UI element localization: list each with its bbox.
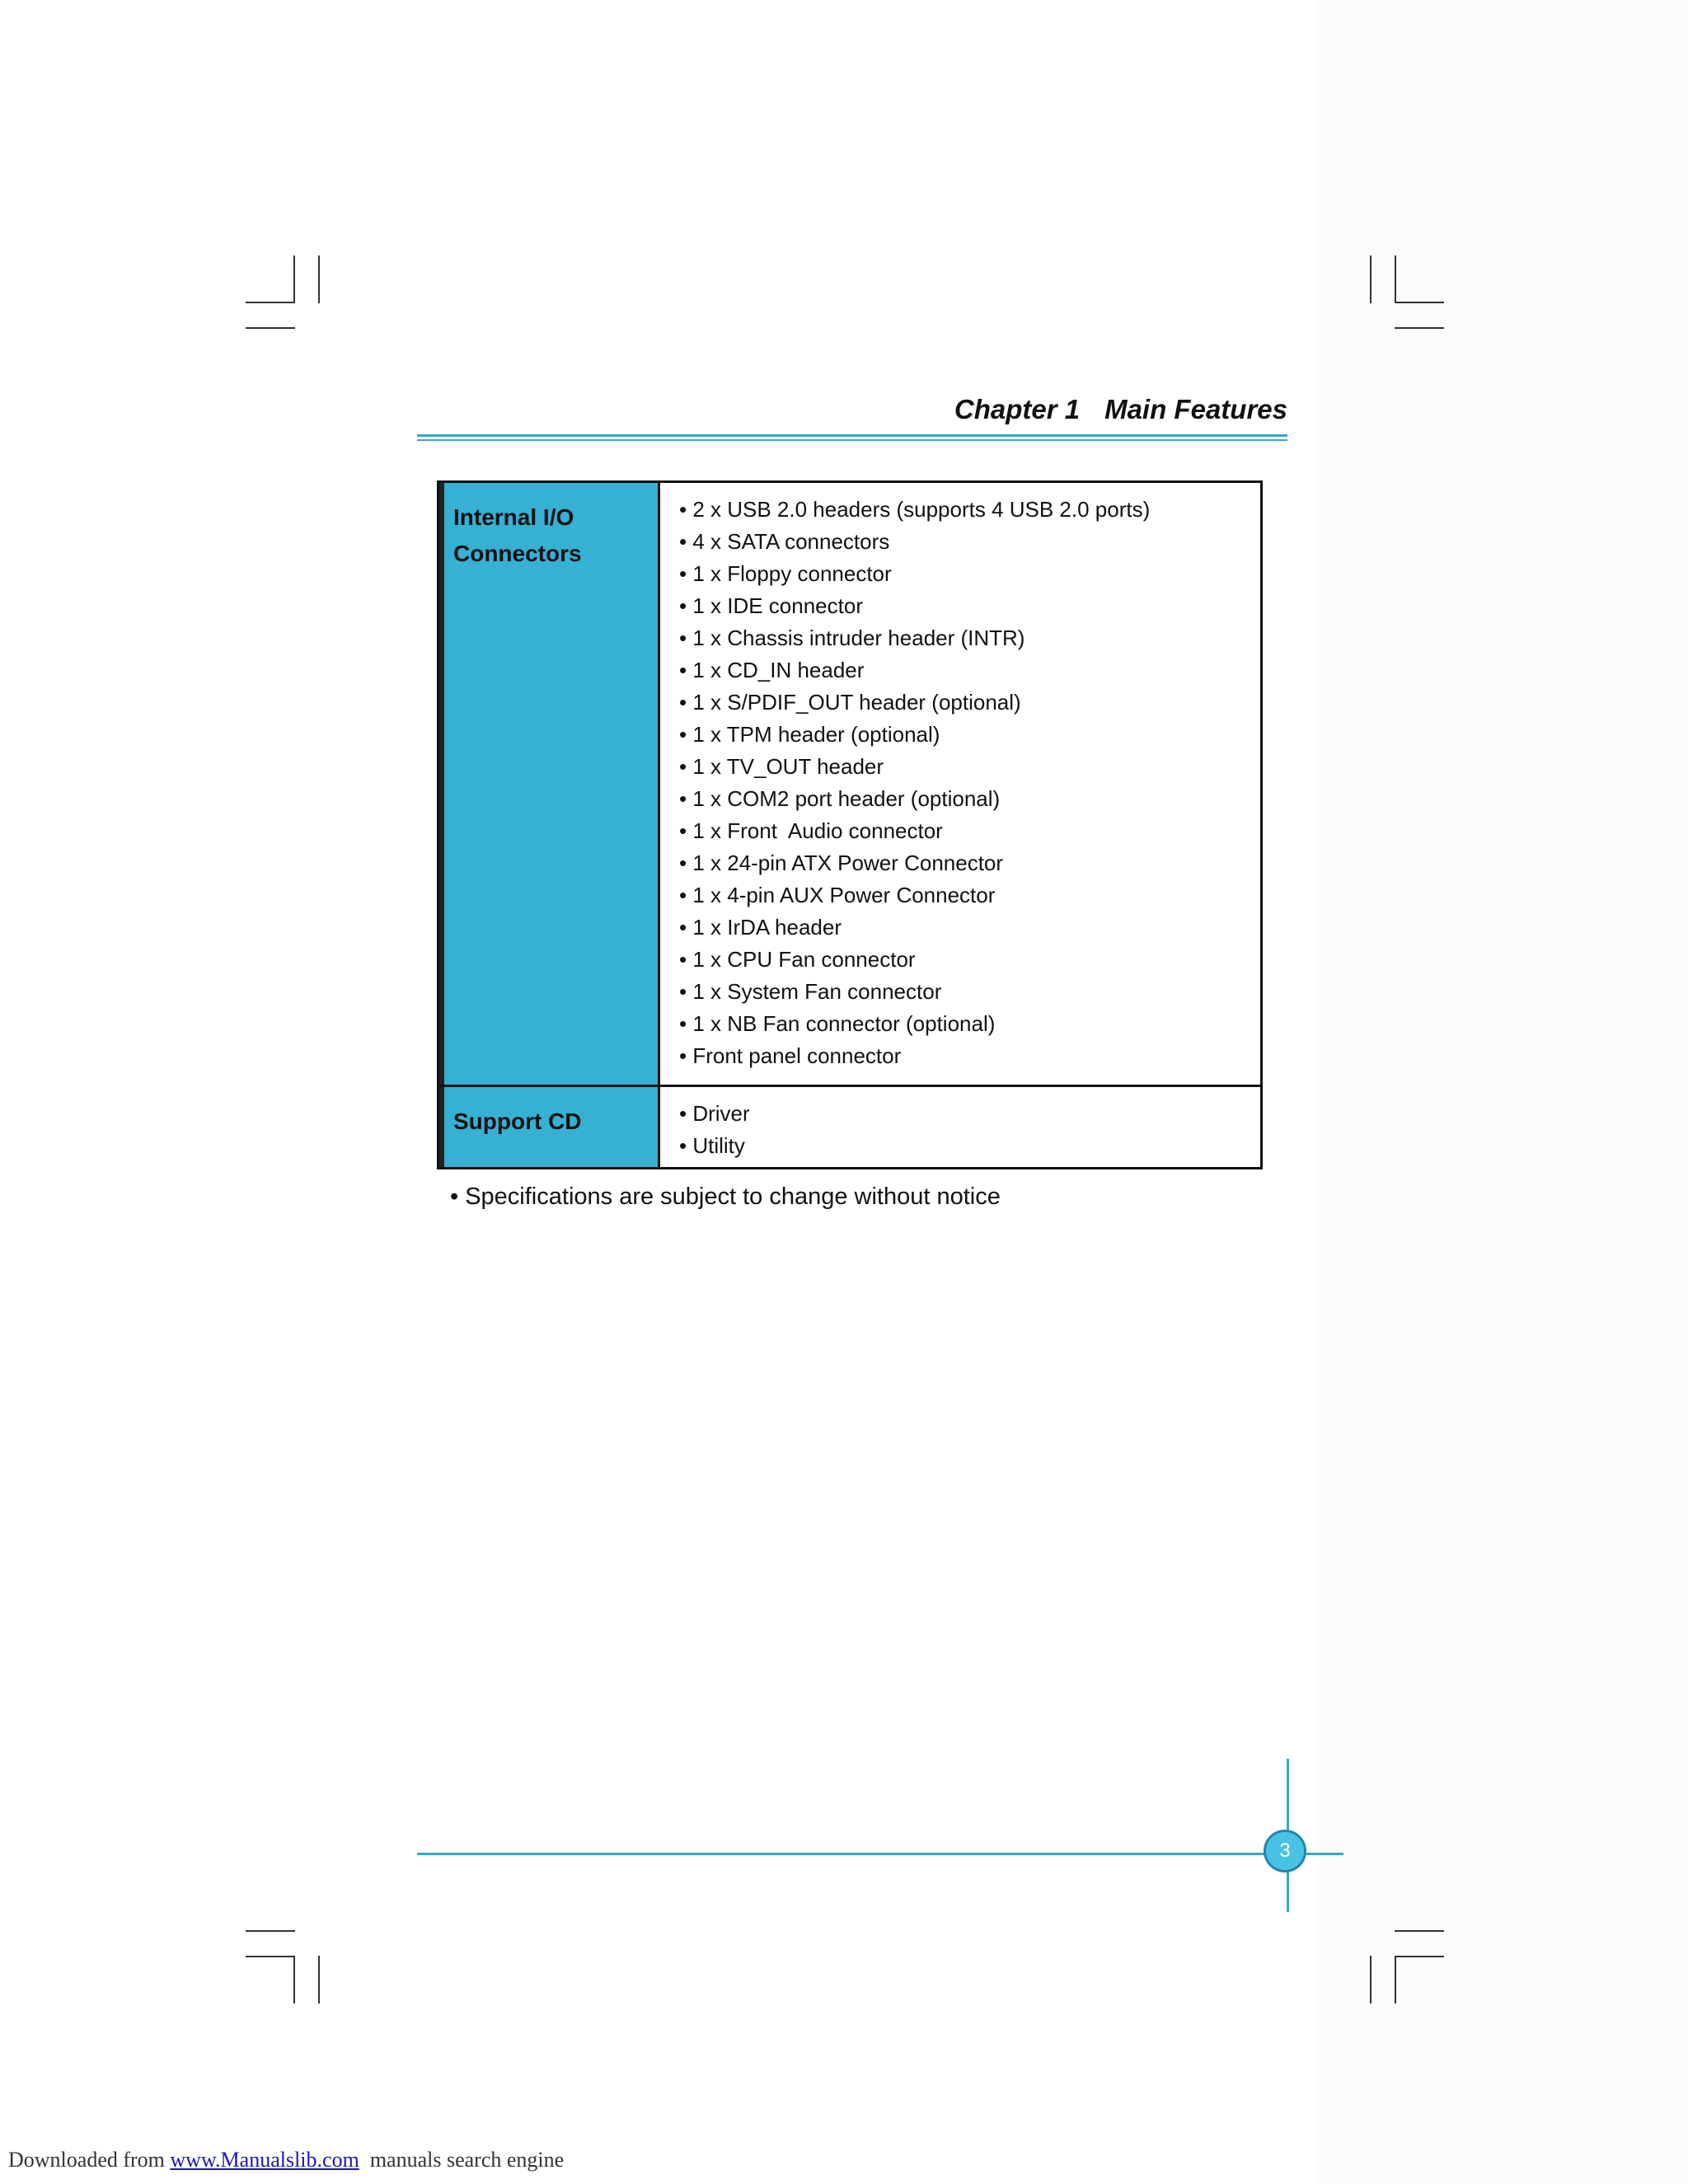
row-label	[439, 483, 660, 1085]
download-footer	[8, 2148, 564, 2172]
list-item: • 1 x Floppy connector	[679, 561, 892, 586]
list-item: • 1 x S/PDIF_OUT header (optional)	[679, 690, 1021, 715]
list-item: • 1 x NB Fan connector (optional)	[679, 1011, 996, 1036]
list-item: • 1 x System Fan connector	[679, 979, 942, 1004]
crop-mark	[1370, 1956, 1372, 2004]
manualslib-link[interactable]: www.Manualslib.com	[170, 2148, 359, 2172]
crop-mark	[1395, 255, 1396, 303]
crop-mark	[318, 255, 320, 303]
list-item: • 1 x IrDA header	[679, 915, 842, 940]
list-item: • 1 x COM2 port header (optional)	[679, 786, 1001, 811]
list-item: • 1 x 4-pin AUX Power Connector	[679, 883, 996, 907]
list-item: • 1 x TV_OUT header	[679, 754, 884, 779]
crop-mark	[318, 1956, 320, 2004]
crop-mark	[1395, 302, 1444, 303]
spec-note: • Specifications are subject to change without notice	[450, 1183, 1001, 1210]
list-item: • Front panel connector	[679, 1043, 902, 1068]
footer-rule	[417, 1853, 1343, 1855]
crop-mark	[246, 1956, 295, 1957]
download-suffix: manuals search engine	[359, 2148, 565, 2172]
crop-mark	[1395, 1956, 1396, 2004]
list-item: • 1 x 24-pin ATX Power Connector	[679, 851, 1004, 875]
list-item: • Driver	[679, 1101, 750, 1126]
crop-mark	[1370, 255, 1372, 303]
download-prefix: Downloaded from	[8, 2148, 171, 2172]
header-rule-thin	[417, 439, 1287, 441]
row-label-line: Connectors	[453, 541, 582, 566]
row-label	[439, 1087, 660, 1167]
crop-mark	[1395, 1930, 1444, 1932]
item-list	[660, 483, 1260, 1085]
list-item: • 2 x USB 2.0 headers (supports 4 USB 2.0 ports)	[679, 497, 1151, 522]
crop-mark	[1395, 327, 1444, 329]
table-row	[439, 1085, 1260, 1167]
crop-mark	[293, 255, 295, 303]
list-item: • 1 x IDE connector	[679, 593, 863, 618]
item-list	[660, 1087, 1260, 1167]
crop-mark	[246, 327, 295, 329]
list-item: • 1 x CD_IN header	[679, 658, 865, 682]
list-item: • 1 x TPM header (optional)	[679, 722, 940, 747]
crop-mark	[293, 1956, 295, 2004]
crop-mark	[1395, 1956, 1444, 1957]
row-label-line: Support CD	[453, 1108, 582, 1134]
crop-mark	[246, 1930, 295, 1932]
list-item: • 4 x SATA connectors	[679, 529, 890, 554]
spec-table	[437, 480, 1263, 1169]
table-row	[439, 483, 1260, 1085]
chapter-title: Main Features	[1104, 394, 1287, 424]
header-rule	[417, 434, 1287, 437]
page-number: 3	[1279, 1840, 1291, 1862]
list-item: • 1 x Front Audio connector	[679, 818, 943, 843]
row-label-line: Internal I/O	[453, 504, 574, 530]
page-number-badge	[1264, 1830, 1306, 1872]
crop-mark	[246, 302, 295, 303]
list-item: • 1 x Chassis intruder header (INTR)	[679, 626, 1025, 650]
list-item: • Utility	[679, 1133, 745, 1158]
chapter-heading	[824, 394, 1287, 425]
list-item: • 1 x CPU Fan connector	[679, 947, 916, 972]
chapter-number: Chapter 1	[954, 394, 1081, 424]
